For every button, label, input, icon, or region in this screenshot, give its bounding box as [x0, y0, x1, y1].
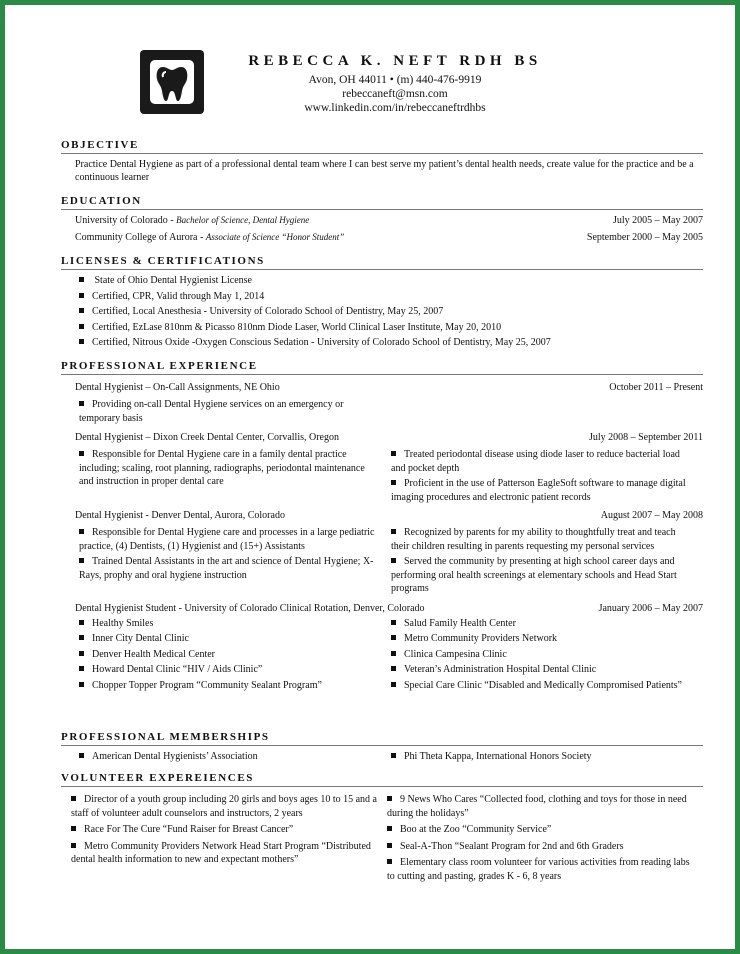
education-entry	[61, 231, 703, 244]
list-item: Metro Community Providers Network	[391, 632, 693, 646]
bullet-column	[79, 617, 391, 693]
bullet-column	[391, 526, 703, 596]
list-item: Responsible for Dental Hygiene care and processes in a large pediatric practice, (4) Dentists, (1) Hygienist and (15+) Assistants	[79, 527, 375, 552]
resume-header	[205, 53, 585, 115]
address-phone: Avon, OH 44011 • (m) 440-476-9919	[308, 74, 482, 86]
list-item: Phi Theta Kappa, International Honors Society	[391, 750, 693, 764]
section-title: EDUCATION	[61, 195, 703, 210]
list-item: Certified, Local Anesthesia - University of Colorado School of Dentistry, May 25, 2007	[79, 305, 703, 319]
date-range: July 2005 – May 2007	[613, 215, 703, 226]
list-item: Recognized by parents for my ability to thoughtfully treat and teach their children resulting in parents requesting my personal services	[391, 527, 676, 552]
degree: Bachelor of Science, Dental Hygiene	[176, 215, 310, 225]
tooth-icon	[140, 50, 204, 114]
date-range: October 2011 – Present	[609, 382, 703, 393]
bullet-column	[79, 448, 391, 504]
list-item: Providing on-call Dental Hygiene services on an emergency or temporary basis	[79, 399, 344, 424]
list-item: Veteran’s Administration Hospital Dental Clinic	[391, 663, 693, 677]
list-item: Boo at the Zoo “Community Service”	[387, 823, 693, 837]
education-section	[61, 195, 703, 244]
job-header	[61, 431, 703, 444]
list-item: Clinica Campesina Clinic	[391, 648, 693, 662]
job-role: Dental Hygienist - Denver Dental, Aurora, Colorado	[75, 510, 285, 521]
list-item: Race For The Cure “Fund Raiser for Breast Cancer”	[71, 823, 377, 837]
list-item: Special Care Clinic “Disabled and Medically Compromised Patients”	[391, 679, 693, 693]
section-title: PROFESSIONAL EXPERIENCE	[61, 360, 703, 375]
degree: Associate of Science “Honor Student”	[205, 232, 345, 242]
list-item: Certified, EzLase 810nm & Picasso 810nm Diode Laser, World Clinical Laser Institute, May 20, 2010	[79, 321, 703, 335]
list-item: Proficient in the use of Patterson EagleSoft software to manage digital imaging procedures and electronic patient records	[391, 478, 686, 503]
list-item: Howard Dental Clinic “HIV / Aids Clinic”	[79, 663, 381, 677]
bullet-column	[79, 398, 391, 425]
education-entry	[61, 214, 703, 227]
job-bullets	[61, 398, 703, 425]
list-item: Inner City Dental Clinic	[79, 632, 381, 646]
job-header	[61, 381, 703, 394]
list-item: Responsible for Dental Hygiene care in a family dental practice including; scaling, root planning, radiographs, periodontal maintenance and instruction in proper dental care	[79, 449, 365, 487]
job-header	[61, 509, 703, 522]
list-item: Healthy Smiles	[79, 617, 381, 631]
objective-section	[61, 139, 703, 184]
school-name: University of Colorado -	[75, 215, 174, 226]
experience-section	[61, 360, 703, 692]
list-item: Denver Health Medical Center	[79, 648, 381, 662]
volunteer-section	[61, 772, 703, 883]
candidate-name: REBECCA K. NEFT RDH BS	[248, 53, 542, 69]
list-item: Metro Community Providers Network Head Start Program “Distributed dental health information to new and expectant mothers”	[71, 840, 371, 865]
job-role: Dental Hygienist – On-Call Assignments, NE Ohio	[75, 382, 280, 393]
school-name: Community College of Aurora -	[75, 232, 204, 243]
licenses-section	[61, 255, 703, 350]
date-range: August 2007 – May 2008	[600, 510, 703, 521]
list-item: Director of a youth group including 20 girls and boys ages 10 to 15 and a staff of volunteer adult counselors and instructors, 2 years	[71, 794, 377, 819]
list-item: Seal-A-Thon “Sealant Program for 2nd and 6th Graders	[387, 840, 693, 854]
license-list	[61, 274, 703, 350]
list-item: Elementary class room volunteer for various activities from reading labs to cutting and pasting, grades K - 6, 8 years	[387, 857, 690, 882]
section-title: LICENSES & CERTIFICATIONS	[61, 255, 703, 270]
list-item: Treated periodontal disease using diode laser to reduce bacterial load and pocket depth	[391, 449, 680, 474]
section-title: PROFESSIONAL MEMBERSHIPS	[61, 731, 703, 746]
membership-list	[61, 750, 703, 764]
list-item: Served the community by presenting at high school career days and performing oral health screenings at elementary schools and Head Start programs	[391, 556, 677, 594]
section-title: VOLUNTEER EXPEREIENCES	[61, 772, 703, 787]
section-title: OBJECTIVE	[61, 139, 703, 154]
bullet-column	[391, 398, 703, 425]
list-item: Chopper Topper Program “Community Sealant Program”	[79, 679, 381, 693]
email-link[interactable]: rebeccaneft@msn.com	[342, 88, 448, 100]
objective-text: Practice Dental Hygiene as part of a professional dental team where I can best serve my patient’s dental health needs, create value for the practice and be a continuous learner	[75, 159, 694, 183]
date-range: September 2000 – May 2005	[586, 232, 703, 243]
list-item: Certified, CPR, Valid through May 1, 2014	[79, 290, 703, 304]
memberships-section	[61, 731, 703, 764]
list-item: Certified, Nitrous Oxide -Oxygen Conscious Sedation - University of Colorado School of Dentistry, May 25, 2007	[79, 336, 703, 350]
bullet-column	[391, 448, 703, 504]
job-role: Dental Hygienist – Dixon Creek Dental Center, Corvallis, Oregon	[75, 432, 339, 443]
list-item: Trained Dental Assistants in the art and science of Dental Hygiene; X-Rays, prophy and oral hygiene instruction	[79, 556, 374, 581]
job-bullets	[61, 526, 703, 596]
bullet-column	[391, 617, 703, 693]
resume-page	[5, 5, 735, 949]
date-range: January 2006 – May 2007	[598, 602, 703, 614]
bullet-column	[387, 793, 703, 883]
linkedin-link[interactable]: www.linkedin.com/in/rebeccaneftrdhbs	[304, 102, 486, 114]
bullet-column	[79, 750, 391, 764]
list-item: Salud Family Health Center	[391, 617, 693, 631]
bullet-column	[71, 793, 387, 883]
list-item: State of Ohio Dental Hygienist License	[79, 274, 703, 288]
bullet-column	[79, 526, 391, 596]
job-bullets	[61, 448, 703, 504]
job-role: Dental Hygienist Student - University of Colorado Clinical Rotation, Denver, Colorado	[75, 602, 425, 614]
date-range: July 2008 – September 2011	[588, 432, 703, 443]
job-bullets	[61, 617, 703, 693]
volunteer-list	[61, 793, 703, 883]
list-item: American Dental Hygienists’ Association	[79, 750, 381, 764]
bullet-column	[391, 750, 703, 764]
list-item: 9 News Who Cares “Collected food, clothing and toys for those in need during the holidays”	[387, 794, 687, 819]
job-header	[61, 602, 703, 615]
